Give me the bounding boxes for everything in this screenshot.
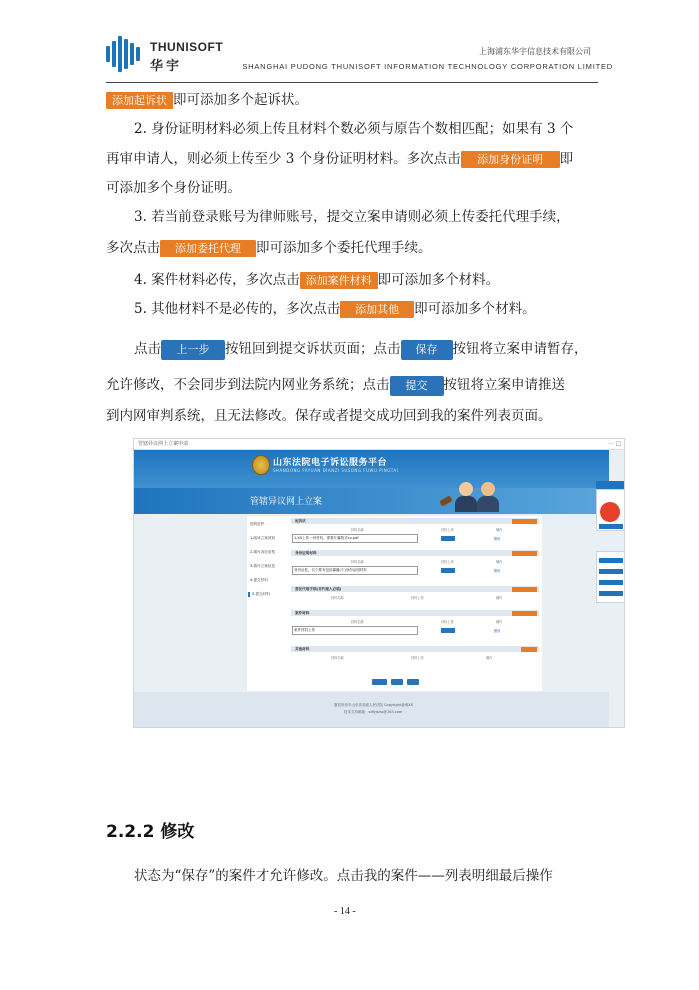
delete-link[interactable]: 删除	[494, 537, 501, 541]
prev-step-button[interactable]	[372, 679, 387, 685]
text-line-2: 2. 身份证明材料必须上传且材料个数必须与原告个数相匹配；如果有 3 个	[134, 121, 574, 137]
text-segment: 点击	[134, 341, 161, 357]
text-segment: 即可添加多个材料。	[377, 272, 500, 288]
save-button-image: 保存	[401, 340, 453, 360]
col-upload: 材料上传	[441, 560, 454, 564]
text-line-9	[134, 339, 588, 360]
column-header	[291, 595, 539, 600]
badge-icon	[600, 502, 620, 522]
submit-button[interactable]	[407, 679, 419, 685]
window-title: 管辖异议网上立案申请	[138, 441, 189, 447]
file-name-field[interactable]: 身份证复，仅个要有包括翼翼(个)身份证明材料	[292, 566, 418, 575]
step-item-active[interactable]: 5.提交材料	[248, 592, 270, 597]
add-button[interactable]	[512, 611, 537, 616]
text-segment: 即可添加多个材料。	[414, 301, 536, 317]
file-name-field[interactable]: 案件材料上传	[292, 626, 418, 635]
section-label: 委托代理手续(非代理人必填)	[295, 586, 342, 591]
court-emblem-icon	[252, 455, 270, 475]
section-header	[291, 550, 539, 556]
text-line-6	[106, 238, 432, 258]
right-side-panel	[596, 481, 625, 671]
file-name-field[interactable]: 1.XX上传一份材料，需要片翼格式xx.pdf	[292, 534, 418, 543]
section-agent	[291, 586, 539, 602]
section-header	[291, 586, 539, 592]
text-segment: 多次点击	[106, 240, 160, 256]
col-name: 材料名称	[331, 656, 344, 660]
delete-link[interactable]: 删除	[494, 629, 501, 633]
col-name: 材料名称	[351, 528, 364, 532]
section-label: 案件材料	[295, 610, 310, 615]
text-line-11: 到内网审判系统，且无法修改。保存或者提交成功回到我的案件列表页面。	[106, 408, 552, 424]
form-panel	[247, 516, 542, 691]
text-segment: 按钮将立案申请推送	[443, 377, 565, 393]
text-line-7	[134, 270, 499, 290]
step-item[interactable]: 3.填写立案信息	[250, 564, 275, 568]
text-segment: 即可添加多个委托代理手续。	[256, 240, 432, 256]
upload-button[interactable]	[441, 568, 455, 573]
column-header	[291, 655, 539, 660]
panel-header	[596, 481, 625, 489]
text-segment: 5. 其他材料不是必传的，多次点击	[134, 301, 341, 317]
text-segment: 即	[559, 151, 574, 167]
col-upload: 材料上传	[441, 620, 454, 624]
add-other-chip: 添加其他	[340, 301, 414, 318]
page-banner	[134, 488, 609, 514]
text-line-3	[106, 149, 573, 169]
text-segment: 4. 案件材料必传，多次点击	[134, 272, 300, 288]
submit-button-image: 提交	[390, 376, 444, 396]
people-illustration-icon	[454, 480, 502, 512]
column-header	[291, 619, 539, 624]
section-id-proof	[291, 550, 539, 580]
column-header	[291, 559, 539, 564]
page-header	[0, 0, 699, 90]
save-button[interactable]	[391, 679, 403, 685]
site-subtitle: SHANDONG FAYUAN DIANZI SUSONG FUWU PINGTAI	[273, 468, 399, 473]
col-name: 材料名称	[331, 596, 344, 600]
panel-button[interactable]	[599, 524, 623, 529]
page-number: - 14 -	[334, 906, 356, 917]
add-case-material-chip: 添加案件材料	[300, 272, 378, 289]
upload-button[interactable]	[441, 536, 455, 541]
logo-english: THUNISOFT	[150, 40, 224, 54]
text-line-1	[106, 90, 308, 110]
page-title: 管辖异议网上立案	[250, 497, 323, 507]
panel-button[interactable]	[599, 558, 623, 563]
section-label: 其他材料	[295, 646, 310, 651]
col-upload: 材料上传	[411, 596, 424, 600]
section-label: 起诉状	[295, 518, 306, 523]
add-button[interactable]	[512, 587, 537, 592]
text-line-8	[134, 299, 536, 319]
col-action: 操作	[496, 620, 503, 624]
text-segment: 即可添加多个起诉状。	[173, 92, 308, 108]
section-header	[291, 610, 539, 616]
site-footer	[134, 692, 609, 728]
add-button[interactable]	[521, 647, 537, 652]
footer-contact: 技术支持邮箱：sdfydzss@163.com	[344, 710, 403, 714]
col-action: 操作	[496, 560, 503, 564]
header-divider	[106, 82, 598, 83]
panel-button[interactable]	[599, 569, 623, 574]
steps-sidebar	[247, 516, 285, 686]
step-item[interactable]: 2.填写诉讼类型	[250, 550, 275, 554]
paragraph: 状态为“保存”的案件才允许修改。点击我的案件——列表明细最后操作	[134, 868, 553, 884]
site-title: 山东法院电子诉讼服务平台	[273, 458, 388, 468]
col-name: 材料名称	[351, 620, 364, 624]
add-button[interactable]	[512, 519, 537, 524]
logo-bars-icon	[106, 34, 144, 74]
column-header	[291, 527, 539, 532]
add-agent-chip: 添加委托代理	[160, 240, 256, 257]
section-other	[291, 646, 539, 662]
delete-link[interactable]: 删除	[494, 569, 501, 573]
embedded-screenshot	[133, 438, 625, 728]
text-segment: 按钮回到提交诉状页面；点击	[225, 341, 401, 357]
section-heading: 2.2.2 修改	[106, 822, 195, 842]
text-segment: 按钮将立案申请暂存，	[452, 341, 588, 357]
section-header	[291, 518, 539, 524]
col-upload: 材料上传	[411, 656, 424, 660]
footer-copyright: 版权所有©山东省高级人民法院 Copyright备案XX	[334, 703, 414, 707]
panel-box	[596, 489, 625, 531]
section-complaint	[291, 518, 539, 548]
step-item[interactable]: 1.阅读立案须知	[250, 536, 275, 540]
prev-step-button-image: 上一步	[161, 340, 225, 360]
text-segment: 允许修改，不会同步到法院内网业务系统；点击	[106, 377, 390, 393]
col-upload: 材料上传	[441, 528, 454, 532]
company-name-cn: 上海浦东华宇信息技术有限公司	[479, 47, 591, 56]
panel-button[interactable]	[599, 591, 623, 596]
section-case-material	[291, 610, 539, 640]
col-action: 操作	[486, 656, 493, 660]
window-controls: － ☐	[607, 441, 621, 448]
upload-button[interactable]	[441, 628, 455, 633]
text-line-5: 3. 若当前登录账号为律师账号，提交立案申请则必须上传委托代理手续，	[134, 209, 570, 225]
steps-heading: 您的进件	[250, 522, 265, 526]
logo-chinese: 华宇	[150, 59, 183, 74]
section-label: 身份证明材料	[295, 550, 317, 555]
text-line-4: 可添加多个身份证明。	[106, 180, 241, 196]
section-header	[291, 646, 539, 652]
company-name-en: SHANGHAI PUDONG THUNISOFT INFORMATION TECHNOLOGY CORPORATION LIMITED	[242, 62, 613, 71]
company-logo	[106, 34, 256, 74]
col-action: 操作	[496, 596, 503, 600]
add-complaint-chip: 添加起诉状	[106, 92, 173, 109]
panel-button[interactable]	[599, 580, 623, 585]
text-line-10	[106, 375, 565, 396]
add-button[interactable]	[512, 551, 537, 556]
panel-box	[596, 551, 625, 603]
text-segment: 再审申请人，则必须上传至少 3 个身份证明材料。多次点击	[106, 151, 461, 167]
window-titlebar	[134, 439, 624, 450]
col-name: 材料名称	[351, 560, 364, 564]
col-action: 操作	[496, 528, 503, 532]
add-id-proof-chip: 添加身份证明	[461, 151, 560, 168]
step-item[interactable]: 4.提交材料	[250, 578, 268, 582]
